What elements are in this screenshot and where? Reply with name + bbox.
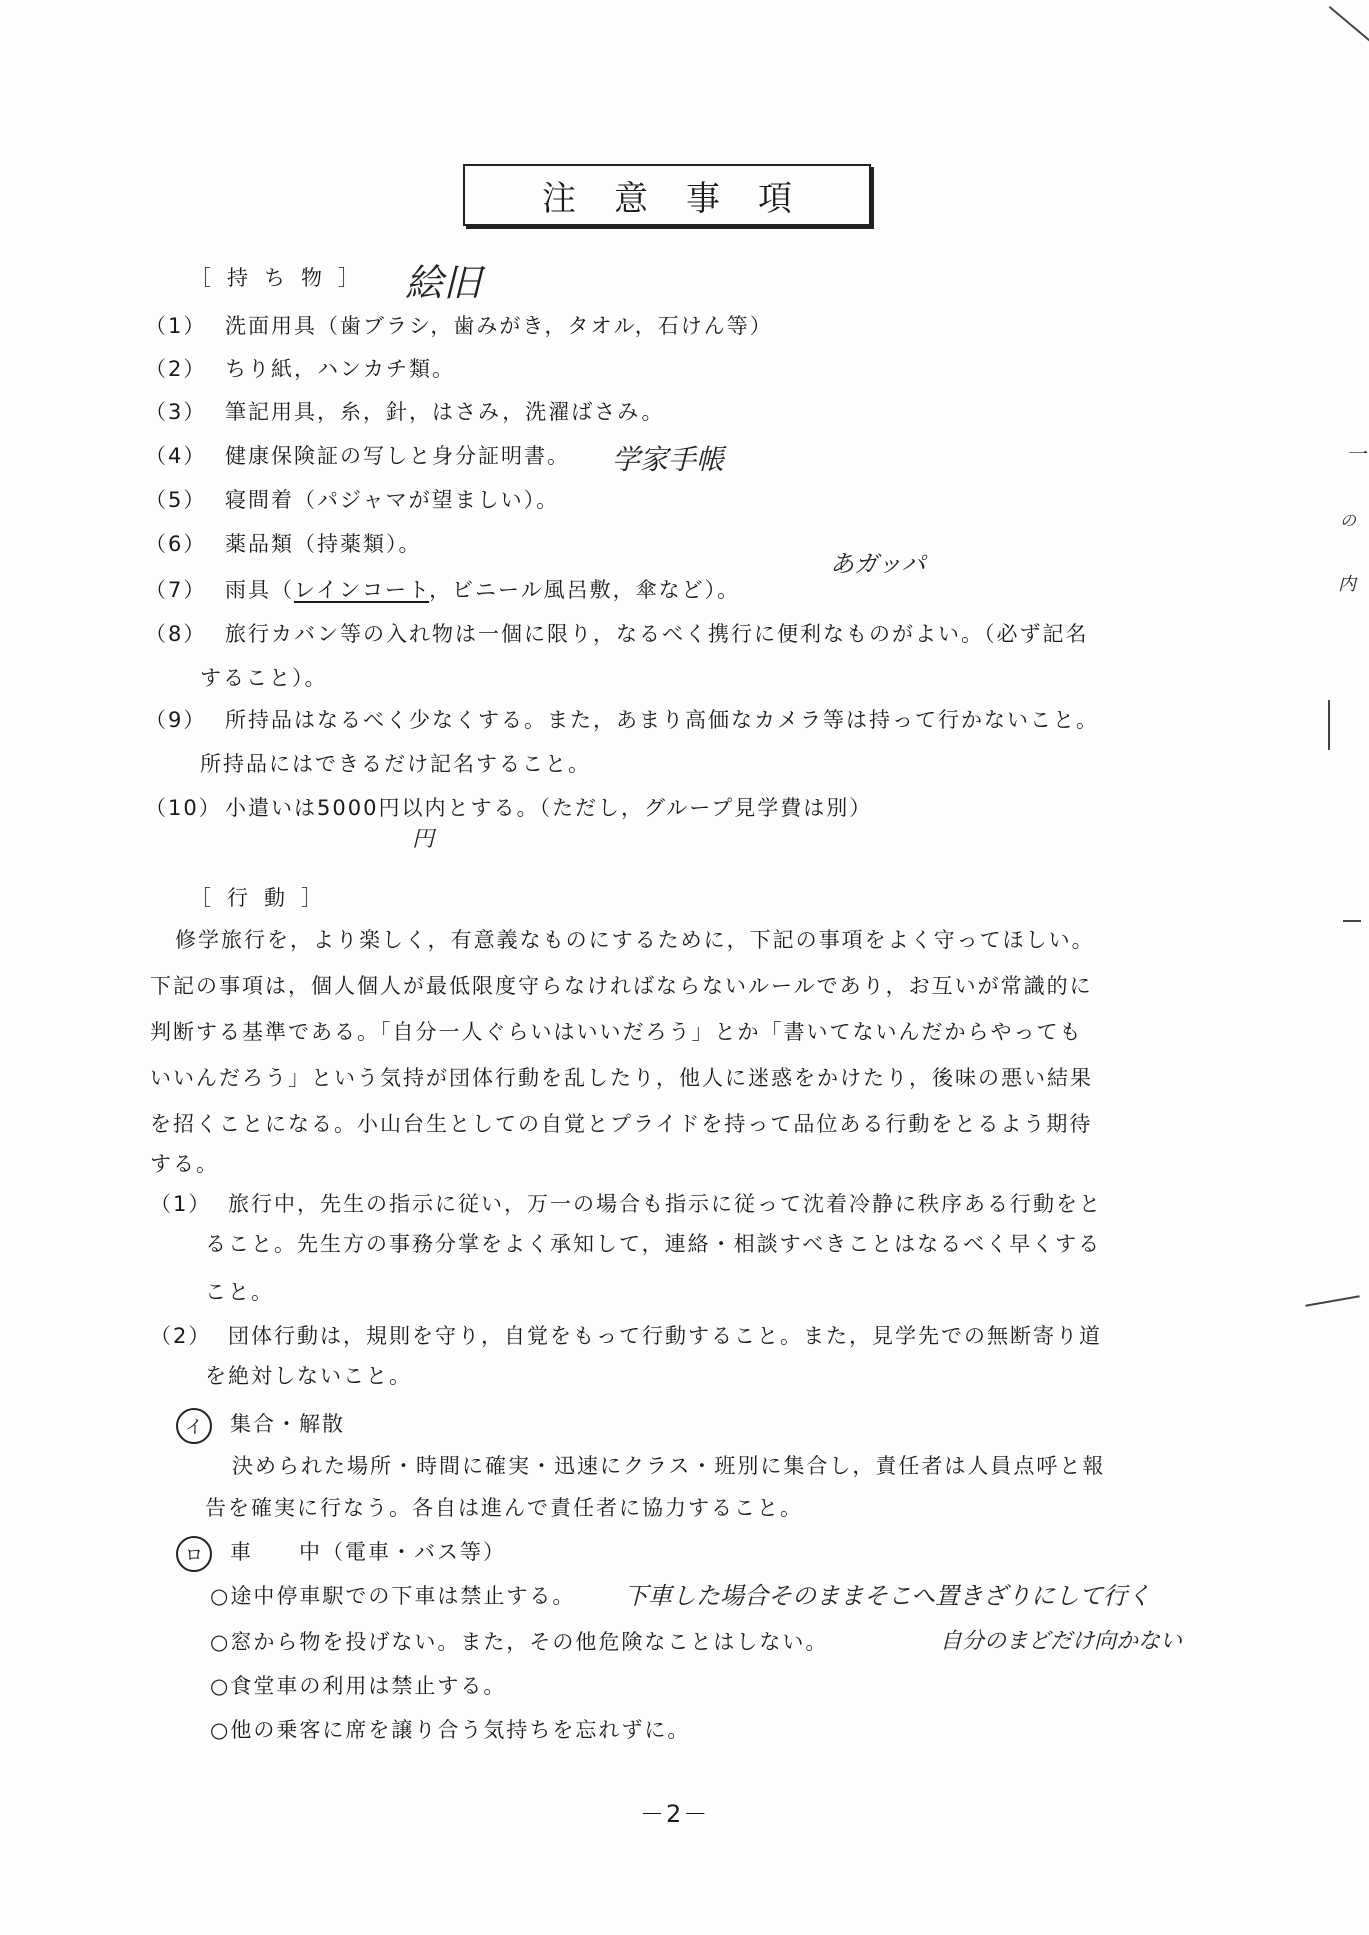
belongings-heading: ［持ち物］ — [190, 266, 375, 290]
item-text: ちり紙，ハンカチ類。 — [225, 357, 455, 381]
intro-line: 下記の事項は，個人個人が最低限度守らなければならないルールであり，お互いが常識的に — [150, 974, 1093, 998]
intro-line: 修学旅行を，より楽しく，有意義なものにするために，下記の事項をよく守ってほしい。 — [175, 928, 1095, 952]
item-number: （1） — [150, 1192, 212, 1216]
margin-handwriting: の — [1340, 511, 1357, 530]
bullet-item: ○食堂車の利用は禁止する。 — [210, 1674, 507, 1698]
item-text-continuation: すること）。 — [200, 666, 328, 690]
page-number: －2－ — [640, 1800, 710, 1828]
bullet-item: ○途中停車駅での下車は禁止する。 — [210, 1584, 576, 1608]
handwritten-note: 円 — [412, 827, 435, 852]
scan-artifact-line — [1305, 1295, 1360, 1307]
circled-mark-i: イ — [176, 1408, 212, 1444]
sub-heading-gathering: 集合・解散 — [230, 1412, 345, 1436]
item-text-continuation: ること。先生方の事務分掌をよく承知して，連絡・相談すべきことはなるべく早くする — [205, 1232, 1102, 1256]
item-text: 筆記用具，糸，針，はさみ，洗濯ばさみ。 — [225, 400, 665, 424]
behavior-heading: ［行動］ — [190, 886, 338, 910]
bullet-item: ○他の乗客に席を譲り合う気持ちを忘れずに。 — [210, 1718, 691, 1742]
title-box — [463, 164, 871, 226]
handwritten-note: 下車した場合そのままそこへ置きざりにして行く — [624, 1582, 1152, 1610]
item-text-underlined: レインコート — [294, 578, 430, 602]
scan-artifact-line — [1329, 6, 1369, 46]
item-text-suffix: ，ビニール風呂敷，傘など）。 — [429, 578, 741, 602]
item-text: 洗面用具（歯ブラシ，歯みがき，タオル，石けん等） — [225, 314, 773, 338]
intro-line: 判断する基準である。「自分一人ぐらいはいいだろう」とか「書いてないんだからやっても — [150, 1020, 1083, 1044]
item-number: （9） — [145, 708, 207, 732]
sub-heading-main: 車 中 — [230, 1540, 322, 1564]
circled-mark-ro: ロ — [176, 1536, 212, 1572]
item-text: 旅行カバン等の入れ物は一個に限り，なるべく携行に便利なものがよい。（必ず記名 — [225, 622, 1089, 646]
item-number: （6） — [145, 532, 207, 556]
sub-heading-paren: （電車・バス等） — [322, 1540, 506, 1564]
item-number: （4） — [145, 444, 207, 468]
intro-line: を招くことになる。小山台生としての自覚とプライドを持って品位ある行動をとるよう期待 — [150, 1112, 1093, 1136]
scan-artifact-line — [1328, 700, 1330, 750]
item-number: （5） — [145, 488, 207, 512]
item-number: （2） — [150, 1324, 212, 1348]
item-text: 旅行中，先生の指示に従い，万一の場合も指示に従って沈着冷静に秩序ある行動をと — [228, 1192, 1102, 1216]
item-number: （2） — [145, 357, 207, 381]
page-title: 注意事項 — [542, 178, 830, 219]
sub-heading-train — [230, 1538, 506, 1566]
handwritten-note: 自分のまどだけ向かない — [940, 1629, 1183, 1654]
item-number: （3） — [145, 400, 207, 424]
intro-line: する。 — [150, 1152, 219, 1176]
handwritten-note: あガッパ — [830, 550, 926, 578]
item-text: 団体行動は，規則を守り，自覚をもって行動すること。また，見学先での無断寄り道 — [228, 1324, 1102, 1348]
margin-handwriting: 内 — [1338, 574, 1356, 595]
item-text: 小遣いは5000円以内とする。（ただし，グループ見学費は別） — [225, 796, 873, 820]
intro-line: いいんだろう」という気持が団体行動を乱したり，他人に迷惑をかけたり，後味の悪い結果 — [150, 1066, 1093, 1090]
item-text-prefix: 雨具（ — [225, 578, 294, 602]
margin-handwriting: 一 — [1346, 442, 1366, 466]
item-text-continuation: 所持品にはできるだけ記名すること。 — [200, 752, 591, 776]
item-text-continuation: を絶対しないこと。 — [205, 1364, 412, 1388]
item-number: （10） — [145, 796, 222, 820]
item-number: （1） — [145, 314, 207, 338]
sub-text: 告を確実に行なう。各自は進んで責任者に協力すること。 — [205, 1496, 803, 1520]
sub-text: 決められた場所・時間に確実・迅速にクラス・班別に集合し，責任者は人員点呼と報 — [232, 1454, 1106, 1478]
item-number: （8） — [145, 622, 207, 646]
handwritten-note: 学家手帳 — [612, 443, 725, 476]
item-number: （7） — [145, 578, 207, 602]
bullet-item: ○窓から物を投げない。また，その他危険なことはしない。 — [210, 1630, 829, 1654]
handwritten-heading-note: 絵旧 — [405, 261, 482, 305]
item-text: 薬品類（持薬類）。 — [225, 532, 422, 556]
item-text: 寝間着（パジャマが望ましい）。 — [225, 488, 560, 512]
item-text-continuation: こと。 — [205, 1280, 274, 1304]
item-text: 健康保険証の写しと身分証明書。 — [225, 444, 570, 468]
item-text — [225, 576, 740, 604]
item-text: 所持品はなるべく少なくする。また，あまり高価なカメラ等は持って行かないこと。 — [225, 708, 1099, 732]
scan-artifact-line — [1343, 920, 1361, 922]
